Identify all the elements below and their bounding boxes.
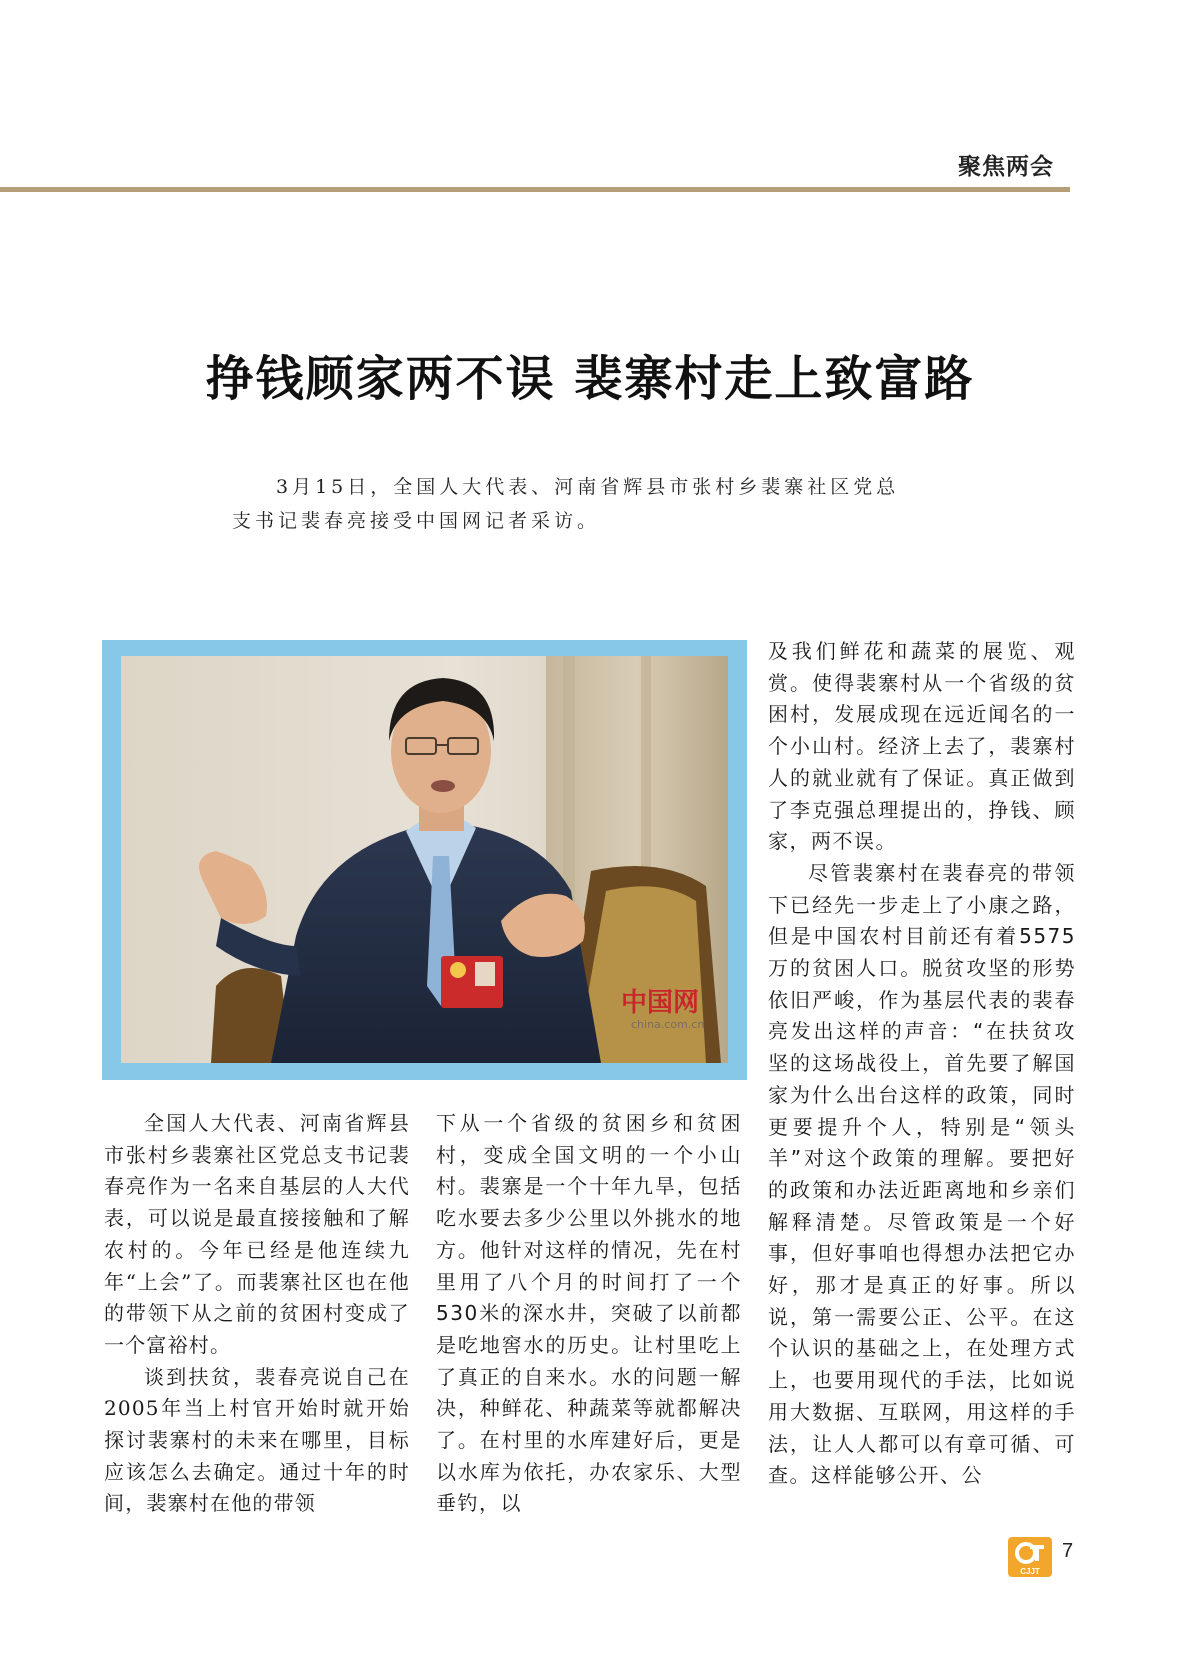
article-column-1 [104,1108,410,1520]
interview-photo [121,656,728,1063]
header-rule [0,187,1070,192]
paragraph: 下从一个省级的贫困乡和贫困村，变成全国文明的一个小山村。裴寨是一个十年九旱，包括吃水要去多少公里以外挑水的地方。他针对这样的情况，先在村里用了八个月的时间打了一个530米的深水井，突破了以前都是吃地窖水的历史。让村里吃上了真正的自来水。水的问题一解决，种鲜花、种蔬菜等就都解决了。在村里的水库建好后，更是以水库为依托，办农家乐、大型垂钓，以 [436,1111,742,1516]
page-number: 7 [1062,1540,1074,1562]
watermark-logo: 中国网 [621,988,700,1018]
paragraph: 全国人大代表、河南省辉县市张村乡裴寨社区党总支书记裴春亮作为一名来自基层的人大代表，可以说是最直接接触和了解农村的。今年已经是他连续九年“上会”了。而裴寨社区也在他的带领下从之前的贫困村变成了一个富裕村。 [104,1111,410,1357]
section-label: 聚焦两会 [958,154,1054,180]
photo-caption: 3月15日，全国人大代表、河南省辉县市张村乡裴寨社区党总支书记裴春亮接受中国网记者采访。 [232,476,900,532]
article-title: 挣钱顾家两不误 裴寨村走上致富路 [205,351,975,407]
logo-text: CJJT [1020,1567,1040,1576]
photo-frame [102,640,747,1080]
article-column-3 [768,636,1076,1492]
watermark-url: china.com.cn [631,1018,705,1031]
article-column-2 [436,1108,742,1520]
magazine-logo [1008,1537,1052,1577]
paragraph: 谈到扶贫，裴春亮说自己在2005年当上村官开始时就开始探讨裴寨村的未来在哪里，目标应该怎么去确定。通过十年的时间，裴寨村在他的带领 [104,1364,410,1516]
paragraph: 尽管裴寨村在裴春亮的带领下已经先一步走上了小康之路，但是中国农村目前还有着5575万的贫困人口。脱贫攻坚的形势依旧严峻，作为基层代表的裴春亮发出这样的声音：“在扶贫攻坚的这场战役上，首先要了解国家为什么出台这样的政策，同时更要提升个人，特别是“领头羊”对这个政策的理解。要把好的政策和办法近距离地和乡亲们解释清楚。尽管政策是一个好事，但好事咱也得想办法把它办好，那才是真正的好事。所以说，第一需要公正、公平。在这个认识的基础之上，在处理方式上，也要用现代的手法，比如说用大数据、互联网，用这样的手法，让人人都可以有章可循、可查。这样能够公开、公 [768,860,1076,1488]
paragraph: 及我们鲜花和蔬菜的展览、观赏。使得裴寨村从一个省级的贫困村，发展成现在远近闻名的一个小山村。经济上去了，裴寨村人的就业就有了保证。真正做到了李克强总理提出的，挣钱、顾家，两不误。 [768,639,1076,854]
